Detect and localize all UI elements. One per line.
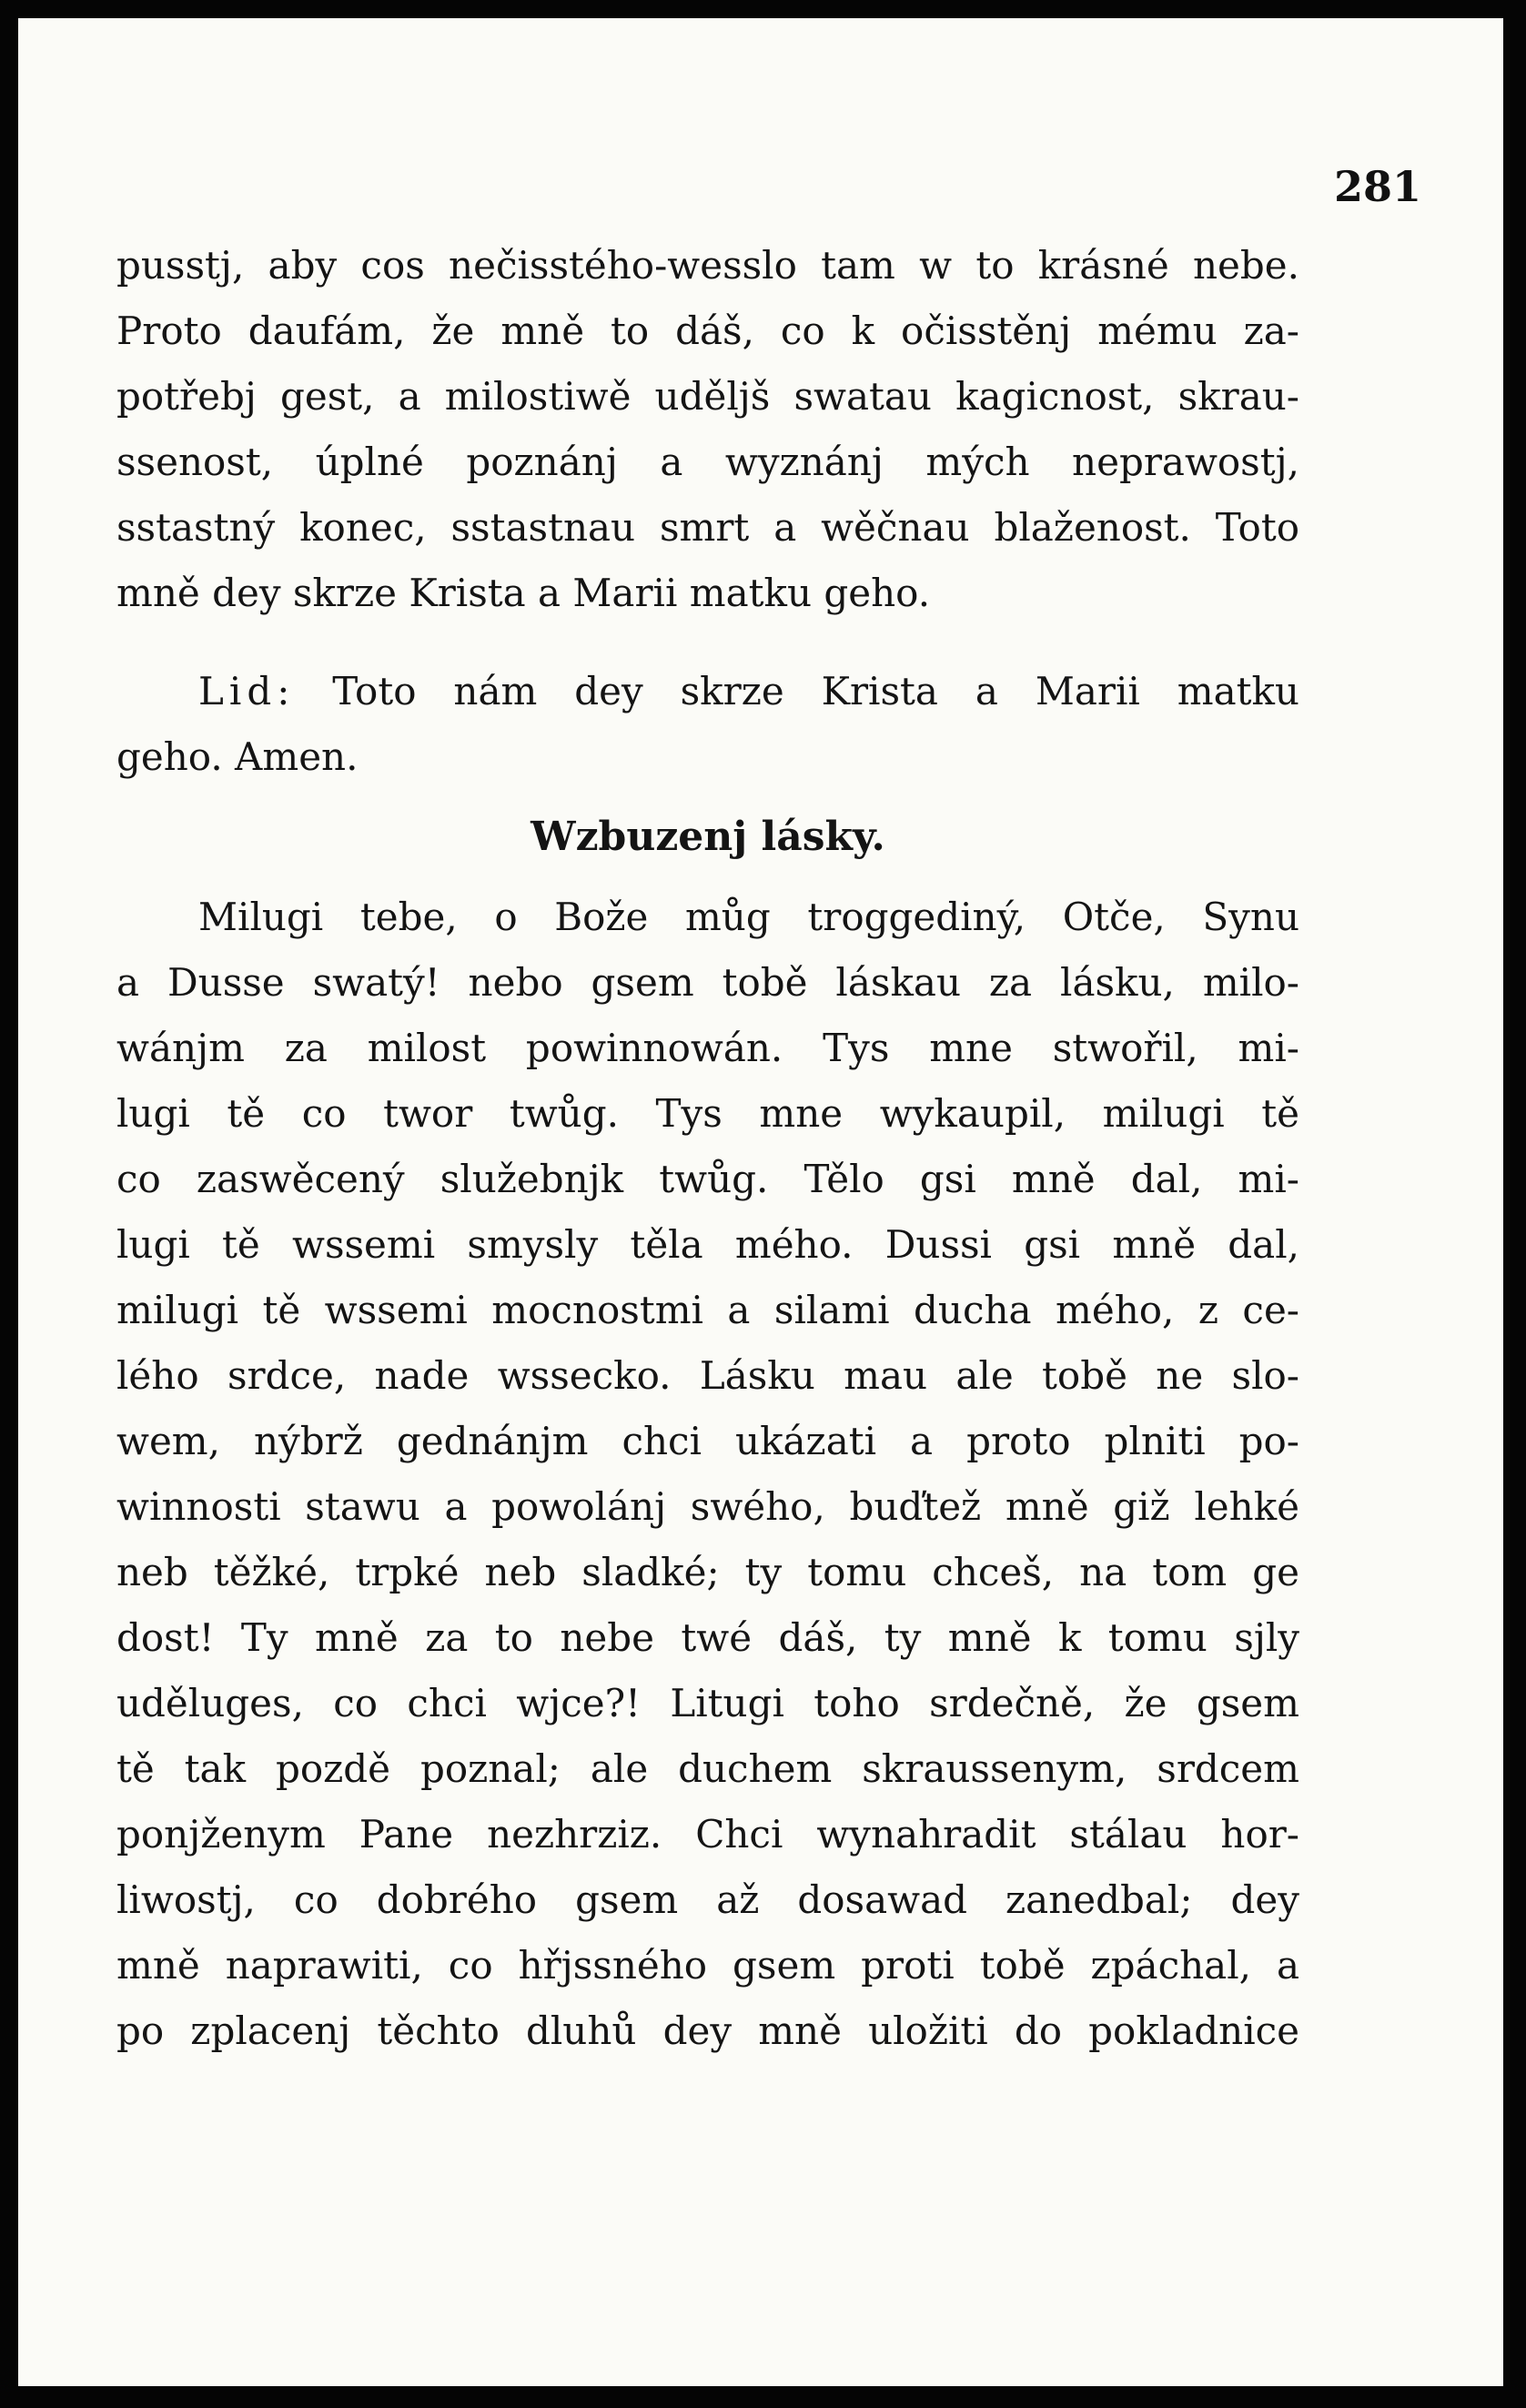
section-heading: Wzbuzenj lásky. <box>531 814 885 860</box>
text-line: Proto daufám, že mně to dáš, co k očisstěnj mému za- <box>116 309 1299 353</box>
text-line: lého srdce, nade wssecko. Lásku mau ale tobě ne slo- <box>116 1353 1299 1398</box>
text-line: po zplacenj těchto dluhů dey mně uložiti do pokladnice <box>116 2008 1299 2053</box>
text-line <box>116 659 1299 724</box>
text-line: pusstj, aby cos nečisstého-wesslo tam w to krásné nebe. <box>116 243 1299 288</box>
text-line: wánjm za milost powinnowán. Tys mne stwořil, mi- <box>116 1026 1299 1070</box>
text-line: liwostj, co dobrého gsem až dosawad zanedbal; dey <box>116 1877 1299 1922</box>
text-line: geho. Amen. <box>116 734 359 779</box>
text-line: tě tak pozdě poznal; ale duchem skraussenym, srdcem <box>116 1746 1299 1791</box>
text-line: winnosti stawu a powolánj swého, buďtež mně giž lehké <box>116 1484 1299 1529</box>
speaker-label: Lid: <box>198 669 296 713</box>
text-line: lugi tě co twor twůg. Tys mne wykaupil, milugi tě <box>116 1091 1299 1136</box>
text-line: mně naprawiti, co hřjssného gsem proti tobě zpáchal, a <box>116 1943 1299 1988</box>
text-line: dost! Ty mně za to nebe twé dáš, ty mně k tomu sjly <box>116 1615 1299 1660</box>
prayer-paragraph <box>116 233 1299 626</box>
text-line: ssenost, úplné poznánj a wyznánj mých neprawostj, <box>116 440 1299 484</box>
text-line: neb těžké, trpké neb sladké; ty tomu chceš, na tom ge <box>116 1550 1299 1594</box>
text-line: a Dusse swatý! nebo gsem tobě láskau za lásku, milo- <box>116 960 1299 1005</box>
text-line: ponjženym Pane nezhrziz. Chci wynahradit stálau hor- <box>116 1812 1299 1857</box>
text-line: lugi tě wssemi smysly těla mého. Dussi gsi mně dal, <box>116 1222 1299 1267</box>
text-line: Milugi tebe, o Bože můg troggediný, Otče, Synu <box>198 895 1299 939</box>
love-prayer-paragraph <box>116 885 1299 2064</box>
text-line: co zaswěcený služebnjk twůg. Tělo gsi mně dal, mi- <box>116 1157 1299 1201</box>
response-paragraph <box>116 659 1299 790</box>
book-page <box>18 18 1503 2386</box>
text-line: potřebj gest, a milostiwě udělјš swatau kagicnost, skrau- <box>116 374 1299 419</box>
response-text: Toto nám dey skrze Krista a Marii matku <box>332 669 1299 713</box>
text-line: mně dey skrze Krista a Marii matku geho. <box>116 571 931 615</box>
page-number: 281 <box>1333 162 1421 211</box>
text-line: milugi tě wssemi mocnostmi a silami ducha mého, z ce- <box>116 1288 1299 1332</box>
text-line: sstastný konec, sstastnau smrt a wěčnau blaženost. Toto <box>116 505 1299 550</box>
text-line: wem, nýbrž gednánjm chci ukázati a proto plniti po- <box>116 1419 1299 1463</box>
text-line: uděluges, co chci wjce?! Litugi toho srdečně, že gsem <box>116 1681 1299 1725</box>
page-text <box>116 233 1299 2064</box>
